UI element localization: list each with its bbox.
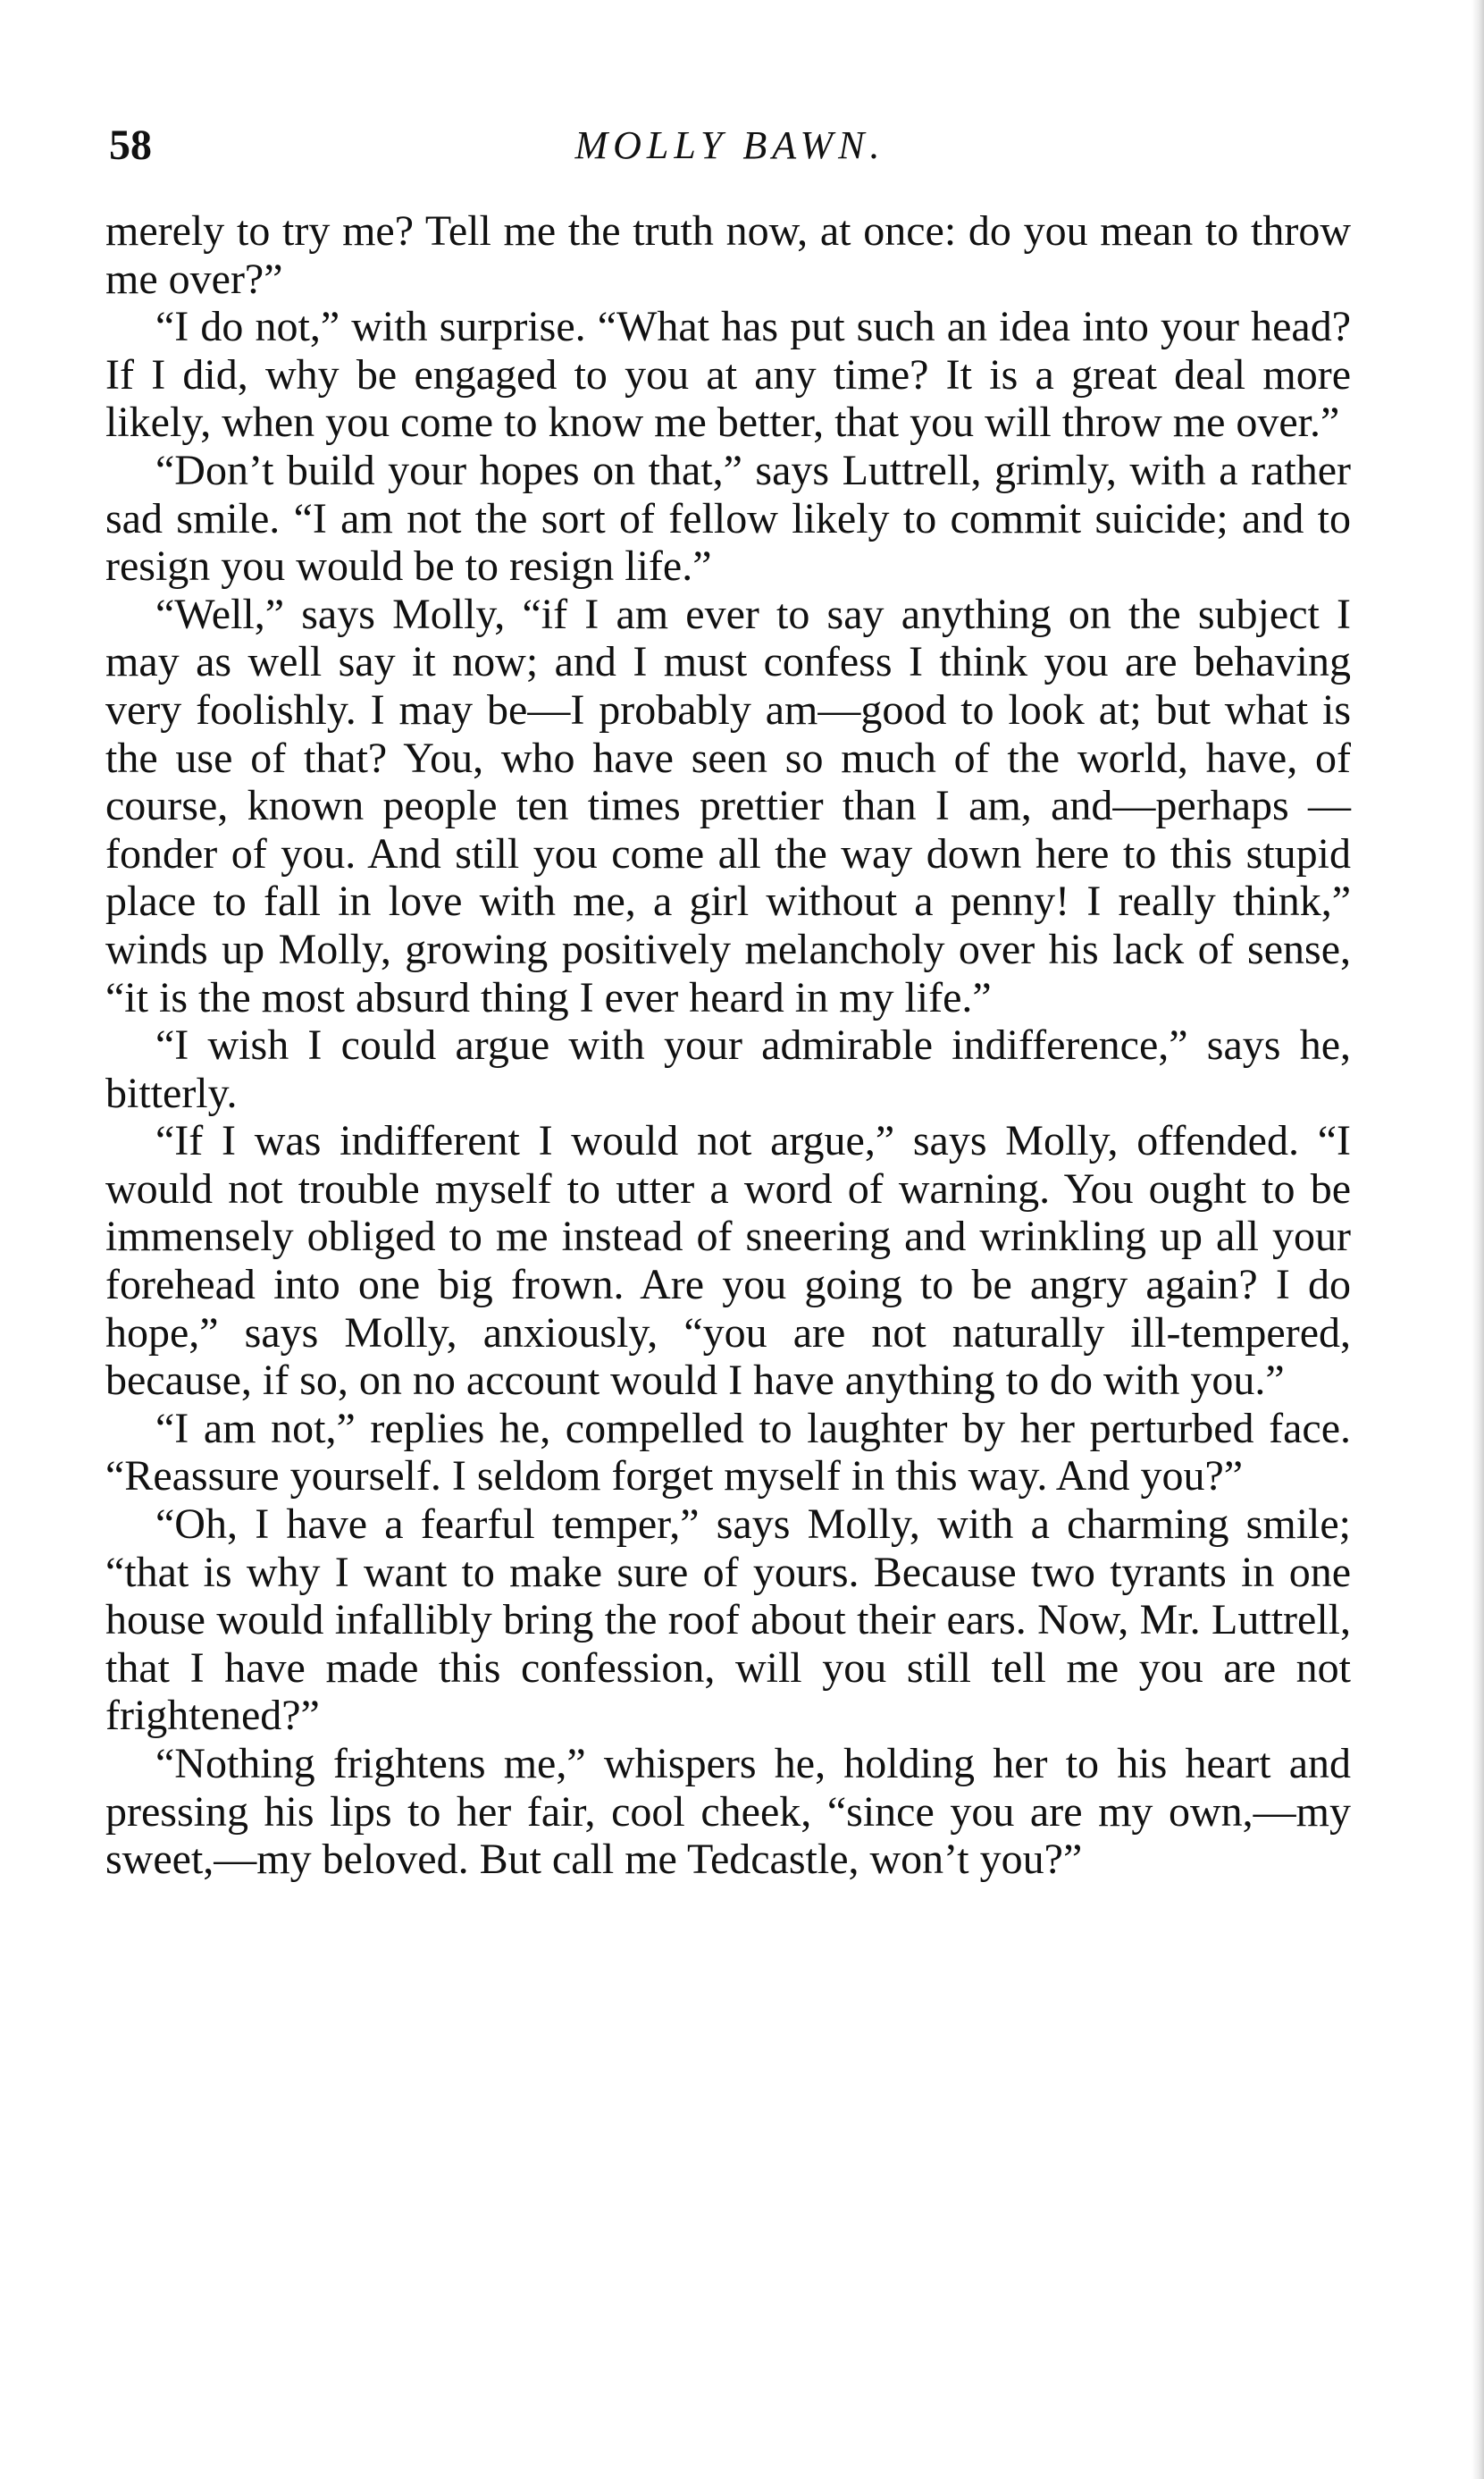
paragraph: “Oh, I have a fearful temper,” says Molly, with a charming smile; “that is why I want to make sure of yours. Because two tyrants in one house would infallibly bring the roof about their ears. Now, Mr. Luttrell, that I have made this confession, will you still tell me you are not frightened?” bbox=[105, 1500, 1351, 1740]
paragraph: “Well,” says Molly, “if I am ever to say anything on the subject I may as well say it now; and I must confess I think you are behaving very foolishly. I may be—I probably am—good to look at; but what is the use of that? You, who have seen so much of the world, have, of course, known people ten times prettier than I am, and—perhaps —fonder of you. And still you come all the way down here to this stupid place to fall in love with me, a girl without a penny! I really think,” winds up Molly, growing positively melancholy over his lack of sense, “it is the most absurd thing I ever heard in my life.” bbox=[105, 590, 1351, 1021]
body-text bbox=[105, 207, 1351, 1884]
paragraph: “If I was indifferent I would not argue,” says Molly, offended. “I would not trouble myself to utter a word of warning. You ought to be immensely obliged to me instead of sneering and wrinkling up all your forehead into one big frown. Are you going to be angry again? I do hope,” says Molly, anxiously, “you are not naturally ill-tempered, because, if so, on no account would I have anything to do with you.” bbox=[105, 1117, 1351, 1405]
paragraph: “I wish I could argue with your admirable indifference,” says he, bitterly. bbox=[105, 1021, 1351, 1117]
running-head bbox=[109, 114, 1351, 177]
paragraph: “Don’t build your hopes on that,” says Luttrell, grimly, with a rather sad smile. “I am not the sort of fellow likely to commit suicide; and to resign you would be to resign life.” bbox=[105, 446, 1351, 591]
running-title: MOLLY BAWN. bbox=[574, 123, 885, 167]
paragraph: “Nothing frightens me,” whispers he, holding her to his heart and pressing his lips to her fair, cool cheek, “since you are my own,—my sweet,—my beloved. But call me Tedcastle, won’t you?” bbox=[105, 1740, 1351, 1884]
paragraph: “I do not,” with surprise. “What has put such an idea into your head? If I did, why be engaged to you at any time? It is a great deal more likely, when you come to know me better, that you will throw me over.” bbox=[105, 303, 1351, 447]
paragraph: merely to try me? Tell me the truth now, at once: do you mean to throw me over?” bbox=[105, 207, 1351, 303]
page-edge-shadow bbox=[1471, 0, 1484, 2479]
page-number: 58 bbox=[109, 122, 152, 169]
paragraph: “I am not,” replies he, compelled to laughter by her perturbed face. “Reassure yourself. I seldom forget myself in this way. And you?” bbox=[105, 1404, 1351, 1500]
